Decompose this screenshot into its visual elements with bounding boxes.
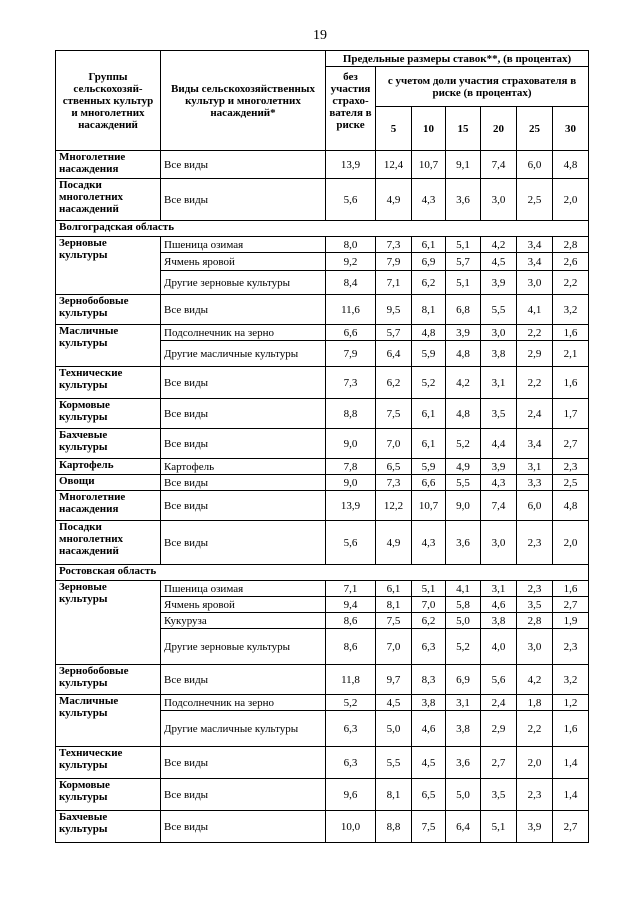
crop-group: Масличные культуры	[56, 695, 161, 747]
crop-type: Кукуруза	[161, 613, 326, 629]
crop-type: Все виды	[161, 367, 326, 399]
crop-type: Другие масличные культуры	[161, 711, 326, 747]
rate-with-share: 3,9	[481, 271, 517, 295]
rate-with-share: 7,0	[376, 629, 412, 665]
rate-with-share: 9,5	[376, 295, 412, 325]
crop-type: Все виды	[161, 779, 326, 811]
rate-with-share: 8,1	[376, 779, 412, 811]
rate-with-share: 6,2	[376, 367, 412, 399]
crop-type: Подсолнечник на зерно	[161, 325, 326, 341]
rate-with-share: 3,0	[517, 629, 553, 665]
page-number: 19	[313, 28, 327, 43]
crop-type: Все виды	[161, 399, 326, 429]
rate-with-share: 3,9	[517, 811, 553, 843]
rate-with-share: 6,0	[517, 491, 553, 521]
crop-type: Пшеница озимая	[161, 581, 326, 597]
rate-with-share: 1,6	[553, 581, 589, 597]
rate-with-share: 4,2	[517, 665, 553, 695]
rate-with-share: 4,9	[376, 179, 412, 221]
rate-with-share: 4,3	[412, 179, 446, 221]
rate-with-share: 2,2	[517, 367, 553, 399]
rate-with-share: 6,1	[376, 581, 412, 597]
rate-with-share: 1,2	[553, 695, 589, 711]
rate-with-share: 2,7	[553, 429, 589, 459]
rate-with-share: 6,5	[412, 779, 446, 811]
crop-type: Все виды	[161, 151, 326, 179]
rate-with-share: 4,8	[553, 151, 589, 179]
rate-with-share: 5,1	[481, 811, 517, 843]
table-row	[56, 295, 589, 325]
crop-group: Посадки многолетних насаждений	[56, 179, 161, 221]
header-share: 5	[376, 107, 412, 151]
rate-without-share: 13,9	[326, 491, 376, 521]
rate-with-share: 5,1	[446, 271, 481, 295]
rate-without-share: 7,1	[326, 581, 376, 597]
rate-with-share: 4,3	[412, 521, 446, 565]
rate-with-share: 3,8	[481, 613, 517, 629]
rate-with-share: 8,1	[412, 295, 446, 325]
rate-with-share: 2,7	[481, 747, 517, 779]
rate-with-share: 2,5	[553, 475, 589, 491]
crop-type: Другие масличные культуры	[161, 341, 326, 367]
crop-group: Зерновые культуры	[56, 237, 161, 295]
rate-with-share: 4,8	[446, 341, 481, 367]
table-row	[56, 325, 589, 341]
header-share: 20	[481, 107, 517, 151]
rate-without-share: 6,3	[326, 747, 376, 779]
rate-with-share: 3,0	[481, 325, 517, 341]
header-share: 10	[412, 107, 446, 151]
rate-with-share: 3,1	[446, 695, 481, 711]
rate-with-share: 2,0	[517, 747, 553, 779]
table-row	[56, 747, 589, 779]
rate-without-share: 7,3	[326, 367, 376, 399]
rate-with-share: 5,9	[412, 341, 446, 367]
header-share: 15	[446, 107, 481, 151]
crop-group: Зерновые культуры	[56, 581, 161, 665]
rate-with-share: 2,3	[517, 521, 553, 565]
rate-without-share: 7,8	[326, 459, 376, 475]
crop-type: Все виды	[161, 295, 326, 325]
rate-with-share: 3,6	[446, 747, 481, 779]
region-row	[56, 221, 589, 237]
rate-with-share: 7,0	[376, 429, 412, 459]
rate-with-share: 2,5	[517, 179, 553, 221]
crop-group: Масличные культуры	[56, 325, 161, 367]
rate-with-share: 2,3	[553, 629, 589, 665]
crop-group: Многолетние насаждения	[56, 151, 161, 179]
rate-with-share: 3,3	[517, 475, 553, 491]
rate-with-share: 4,5	[412, 747, 446, 779]
rate-with-share: 2,8	[553, 237, 589, 253]
rate-with-share: 4,9	[376, 521, 412, 565]
crop-group: Овощи	[56, 475, 161, 491]
crop-type: Подсолнечник на зерно	[161, 695, 326, 711]
header-type: Виды сельскохозяйственных культур и многолетних насаждений*	[161, 51, 326, 151]
rate-with-share: 6,5	[376, 459, 412, 475]
table-body	[56, 151, 589, 843]
rate-with-share: 6,3	[412, 629, 446, 665]
table-row	[56, 665, 589, 695]
rate-without-share: 8,6	[326, 613, 376, 629]
rate-with-share: 1,9	[553, 613, 589, 629]
rate-with-share: 3,6	[446, 179, 481, 221]
rate-without-share: 10,0	[326, 811, 376, 843]
rate-with-share: 5,5	[481, 295, 517, 325]
rate-with-share: 7,4	[481, 491, 517, 521]
crop-type: Все виды	[161, 491, 326, 521]
rate-with-share: 2,2	[517, 711, 553, 747]
rate-with-share: 3,8	[446, 711, 481, 747]
rate-without-share: 8,4	[326, 271, 376, 295]
rate-with-share: 1,4	[553, 747, 589, 779]
crop-type: Другие зерновые культуры	[161, 271, 326, 295]
crop-group: Зернобобовые культуры	[56, 295, 161, 325]
rate-with-share: 2,3	[517, 581, 553, 597]
rate-with-share: 2,3	[553, 459, 589, 475]
rate-with-share: 4,0	[481, 629, 517, 665]
rate-with-share: 3,8	[481, 341, 517, 367]
rate-with-share: 2,7	[553, 811, 589, 843]
rate-with-share: 5,5	[446, 475, 481, 491]
rate-with-share: 2,4	[481, 695, 517, 711]
rate-with-share: 1,8	[517, 695, 553, 711]
rate-with-share: 7,1	[376, 271, 412, 295]
rate-with-share: 4,5	[481, 253, 517, 271]
table-row	[56, 179, 589, 221]
rate-with-share: 6,4	[446, 811, 481, 843]
rate-with-share: 4,2	[446, 367, 481, 399]
rate-without-share: 8,8	[326, 399, 376, 429]
rate-without-share: 9,2	[326, 253, 376, 271]
rate-with-share: 2,0	[553, 521, 589, 565]
rate-without-share: 9,4	[326, 597, 376, 613]
rate-with-share: 2,2	[517, 325, 553, 341]
rate-with-share: 12,2	[376, 491, 412, 521]
rate-with-share: 5,8	[446, 597, 481, 613]
rate-with-share: 5,7	[376, 325, 412, 341]
rate-with-share: 9,0	[446, 491, 481, 521]
rate-with-share: 5,2	[446, 429, 481, 459]
table-row	[56, 475, 589, 491]
rate-with-share: 5,2	[446, 629, 481, 665]
rate-with-share: 2,3	[517, 779, 553, 811]
rate-with-share: 8,1	[376, 597, 412, 613]
crop-type: Все виды	[161, 179, 326, 221]
table-row	[56, 491, 589, 521]
rate-with-share: 10,7	[412, 491, 446, 521]
rate-without-share: 8,6	[326, 629, 376, 665]
rate-without-share: 13,9	[326, 151, 376, 179]
rate-with-share: 4,8	[553, 491, 589, 521]
crop-type: Все виды	[161, 429, 326, 459]
rate-with-share: 1,7	[553, 399, 589, 429]
rate-with-share: 7,0	[412, 597, 446, 613]
rate-with-share: 3,8	[412, 695, 446, 711]
crop-type: Другие зерновые культуры	[161, 629, 326, 665]
rate-with-share: 6,2	[412, 613, 446, 629]
rate-with-share: 5,5	[376, 747, 412, 779]
rate-with-share: 4,8	[412, 325, 446, 341]
crop-type: Картофель	[161, 459, 326, 475]
table-row	[56, 695, 589, 711]
rate-with-share: 7,3	[376, 475, 412, 491]
rate-with-share: 5,0	[446, 779, 481, 811]
rate-with-share: 12,4	[376, 151, 412, 179]
table-header	[56, 51, 589, 151]
region-label: Волгоградская область	[56, 221, 589, 237]
rate-with-share: 5,6	[481, 665, 517, 695]
rate-with-share: 2,2	[553, 271, 589, 295]
rate-without-share: 9,0	[326, 429, 376, 459]
rate-with-share: 2,4	[517, 399, 553, 429]
rate-with-share: 3,5	[481, 399, 517, 429]
rate-with-share: 3,0	[517, 271, 553, 295]
crop-type: Ячмень яровой	[161, 597, 326, 613]
crop-group: Технические культуры	[56, 367, 161, 399]
rates-table	[55, 50, 589, 843]
rate-with-share: 1,6	[553, 325, 589, 341]
rate-with-share: 9,7	[376, 665, 412, 695]
rate-with-share: 1,6	[553, 367, 589, 399]
crop-group: Бахчевые культуры	[56, 429, 161, 459]
crop-group: Технические культуры	[56, 747, 161, 779]
rate-without-share: 9,6	[326, 779, 376, 811]
rate-with-share: 5,1	[446, 237, 481, 253]
rate-with-share: 3,2	[553, 665, 589, 695]
rate-with-share: 8,3	[412, 665, 446, 695]
rate-with-share: 4,1	[517, 295, 553, 325]
rate-with-share: 5,2	[412, 367, 446, 399]
table-row	[56, 521, 589, 565]
crop-group: Многолетние насаждения	[56, 491, 161, 521]
rate-with-share: 3,5	[481, 779, 517, 811]
table-row	[56, 811, 589, 843]
rate-with-share: 3,6	[446, 521, 481, 565]
rate-with-share: 3,1	[481, 581, 517, 597]
rate-with-share: 3,2	[553, 295, 589, 325]
table-row	[56, 237, 589, 253]
header-with-share: с учетом доли участия страхователя в риске (в процентах)	[376, 67, 589, 107]
rate-with-share: 2,7	[553, 597, 589, 613]
rate-with-share: 7,5	[376, 613, 412, 629]
crop-type: Ячмень яровой	[161, 253, 326, 271]
rate-with-share: 3,1	[481, 367, 517, 399]
rate-with-share: 4,3	[481, 475, 517, 491]
rate-with-share: 5,0	[446, 613, 481, 629]
rate-with-share: 4,2	[481, 237, 517, 253]
rate-with-share: 4,4	[481, 429, 517, 459]
table-row	[56, 151, 589, 179]
crop-group: Бахчевые культуры	[56, 811, 161, 843]
rate-with-share: 3,9	[446, 325, 481, 341]
rate-without-share: 11,6	[326, 295, 376, 325]
table-row	[56, 581, 589, 597]
rate-with-share: 6,9	[446, 665, 481, 695]
rate-with-share: 6,1	[412, 399, 446, 429]
crop-type: Все виды	[161, 811, 326, 843]
rate-with-share: 9,1	[446, 151, 481, 179]
rate-with-share: 6,4	[376, 341, 412, 367]
rate-with-share: 6,2	[412, 271, 446, 295]
rate-with-share: 2,9	[481, 711, 517, 747]
rate-without-share: 11,8	[326, 665, 376, 695]
rate-with-share: 7,5	[412, 811, 446, 843]
rate-with-share: 6,9	[412, 253, 446, 271]
rate-with-share: 3,4	[517, 429, 553, 459]
rate-with-share: 10,7	[412, 151, 446, 179]
rate-with-share: 4,5	[376, 695, 412, 711]
rate-with-share: 3,0	[481, 179, 517, 221]
rate-without-share: 5,6	[326, 521, 376, 565]
rate-without-share: 5,2	[326, 695, 376, 711]
rate-with-share: 4,6	[412, 711, 446, 747]
table-row	[56, 399, 589, 429]
crop-type: Все виды	[161, 521, 326, 565]
region-label: Ростовская область	[56, 565, 589, 581]
rate-without-share: 8,0	[326, 237, 376, 253]
crop-type: Все виды	[161, 747, 326, 779]
rate-with-share: 3,4	[517, 253, 553, 271]
rate-with-share: 3,4	[517, 237, 553, 253]
rate-with-share: 2,1	[553, 341, 589, 367]
crop-group: Кормовые культуры	[56, 779, 161, 811]
rate-without-share: 9,0	[326, 475, 376, 491]
rate-without-share: 6,6	[326, 325, 376, 341]
rate-with-share: 3,9	[481, 459, 517, 475]
rate-with-share: 5,9	[412, 459, 446, 475]
rate-with-share: 2,9	[517, 341, 553, 367]
crop-group: Посадки многолетних насаждений	[56, 521, 161, 565]
crop-type: Все виды	[161, 665, 326, 695]
rate-with-share: 1,4	[553, 779, 589, 811]
rate-with-share: 3,5	[517, 597, 553, 613]
rate-with-share: 3,0	[481, 521, 517, 565]
rate-with-share: 6,8	[446, 295, 481, 325]
rate-with-share: 7,5	[376, 399, 412, 429]
crop-type: Все виды	[161, 475, 326, 491]
crop-group: Картофель	[56, 459, 161, 475]
rate-without-share: 7,9	[326, 341, 376, 367]
table-row	[56, 459, 589, 475]
header-share: 30	[553, 107, 589, 151]
rate-with-share: 6,0	[517, 151, 553, 179]
crop-type: Пшеница озимая	[161, 237, 326, 253]
rate-with-share: 5,7	[446, 253, 481, 271]
rate-with-share: 6,1	[412, 237, 446, 253]
rate-with-share: 7,4	[481, 151, 517, 179]
rate-with-share: 7,9	[376, 253, 412, 271]
rate-with-share: 4,1	[446, 581, 481, 597]
rate-with-share: 3,1	[517, 459, 553, 475]
header-limit-title: Предельные размеры ставок**, (в процентах)	[326, 51, 589, 67]
rate-with-share: 7,3	[376, 237, 412, 253]
rate-with-share: 8,8	[376, 811, 412, 843]
header-group: Группы сельскохозяй-ственных культур и многолетних насаждений	[56, 51, 161, 151]
table-row	[56, 429, 589, 459]
crop-group: Зернобобовые культуры	[56, 665, 161, 695]
rate-with-share: 2,8	[517, 613, 553, 629]
rate-with-share: 2,0	[553, 179, 589, 221]
rate-with-share: 2,6	[553, 253, 589, 271]
rate-with-share: 4,6	[481, 597, 517, 613]
table-row	[56, 779, 589, 811]
rate-with-share: 4,8	[446, 399, 481, 429]
rate-without-share: 5,6	[326, 179, 376, 221]
header-share: 25	[517, 107, 553, 151]
rate-with-share: 4,9	[446, 459, 481, 475]
rate-with-share: 5,1	[412, 581, 446, 597]
rate-without-share: 6,3	[326, 711, 376, 747]
header-without-share: без участия страхо-вателя в риске	[326, 67, 376, 151]
table-row	[56, 367, 589, 399]
region-row	[56, 565, 589, 581]
rate-with-share: 5,0	[376, 711, 412, 747]
crop-group: Кормовые культуры	[56, 399, 161, 429]
rate-with-share: 6,1	[412, 429, 446, 459]
rate-with-share: 1,6	[553, 711, 589, 747]
rate-with-share: 6,6	[412, 475, 446, 491]
